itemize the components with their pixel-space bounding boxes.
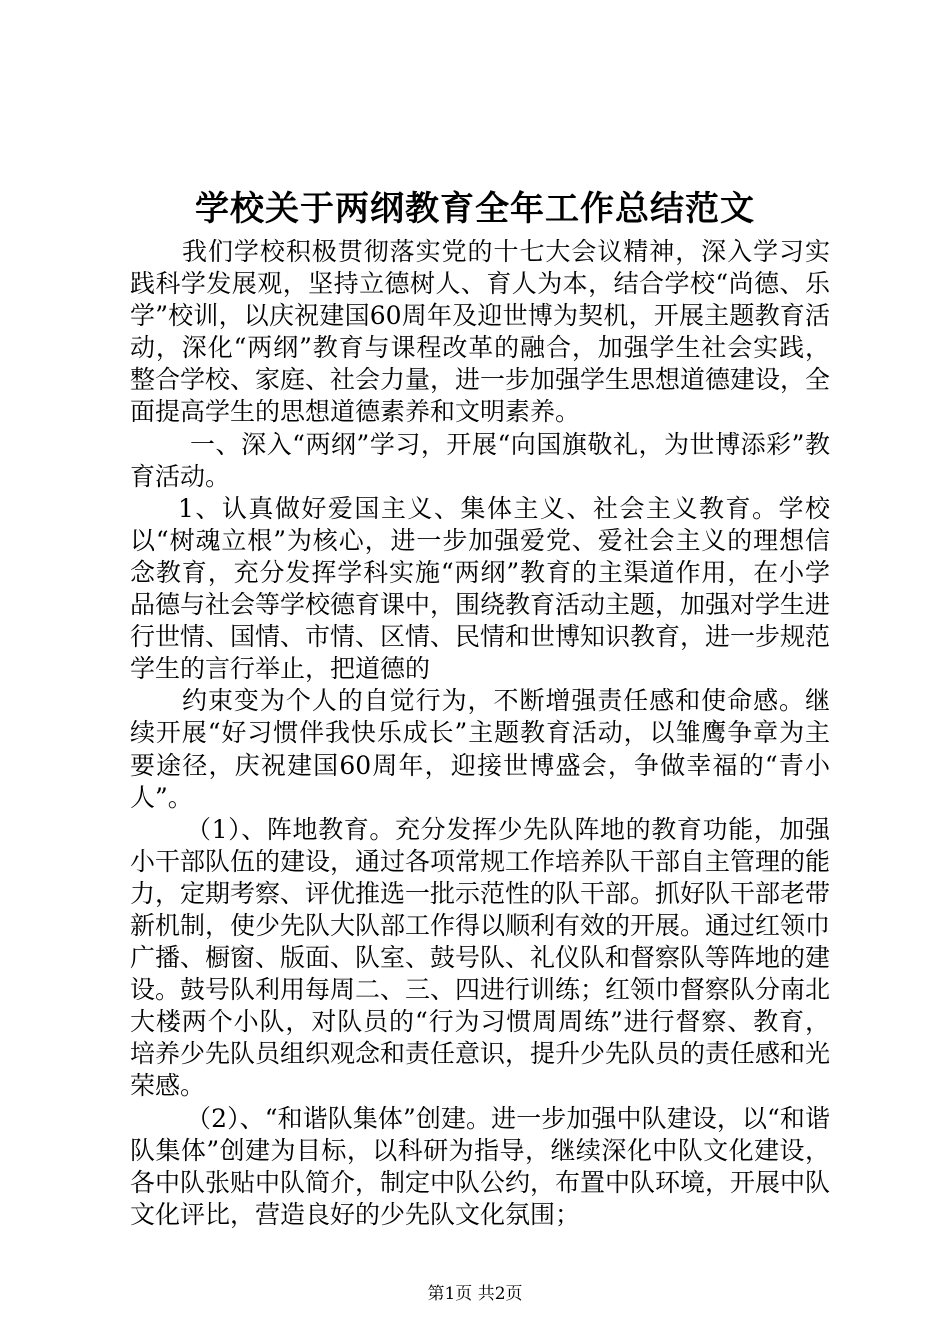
intro-paragraph: 我们学校积极贯彻落实党的十七大会议精神，深入学习实践科学发展观，坚持立德树人、育人为本，结合学校“尚德、乐学”校训，以庆祝建国60周年及迎世博为契机，开展主题教育活动，深化“两纲”教育与课程改革的融合，加强学生社会实践，整合学校、家庭、社会力量，进一步加强学生思想道德建设，全面提高学生的思想道德素养和文明素养。 bbox=[130, 237, 831, 427]
subitem-1-paragraph: （1）、阵地教育。充分发挥少先队阵地的教育功能，加强小干部队伍的建设，通过各项常规工作培养队干部自主管理的能力，定期考察、评优推选一批示范性的队干部。抓好队干部老带新机制，使少先队大队部工作得以顺利有效的开展。通过红领巾广播、橱窗、版面、队室、鼓号队、礼仪队和督察队等阵地的建设。鼓号队利用每周二、三、四进行训练；红领巾督察队分南北大楼两个小队，对队员的“行为习惯周周练”进行督察、教育，培养少先队员组织观念和责任意识，提升少先队员的责任感和光荣感。 bbox=[130, 814, 831, 1101]
item-1-continuation-paragraph: 约束变为个人的自觉行为，不断增强责任感和使命感。继续开展“好习惯伴我快乐成长”主题教育活动，以雏鹰争章为主要途径，庆祝建国60周年，迎接世博盛会，争做幸福的“青小人”。 bbox=[130, 686, 830, 812]
page-number-footer: 第1页 共2页 bbox=[427, 1284, 523, 1304]
subitem-2-paragraph: （2）、“和谐队集体”创建。进一步加强中队建设，以“和谐队集体”创建为目标，以科研为指导，继续深化中队文化建设，各中队张贴中队简介，制定中队公约，布置中队环境，开展中队文化评比，营造良好的少先队文化氛围； bbox=[130, 1103, 831, 1229]
document-body bbox=[130, 236, 830, 1231]
section-heading-1: 一、深入“两纲”学习，开展“向国旗敬礼，为世博添彩”教育活动。 bbox=[130, 429, 830, 491]
item-1-paragraph: 1、认真做好爱国主义、集体主义、社会主义教育。学校以“树魂立根”为核心，进一步加强爱党、爱社会主义的理想信念教育，充分发挥学科实施“两纲”教育的主渠道作用，在小学品德与社会等学校德育课中，围绕教育活动主题，加强对学生进行世情、国情、市情、区情、民情和世博知识教育，进一步规范学生的言行举止，把道德的 bbox=[130, 493, 831, 684]
document-title: 学校关于两纲教育全年工作总结范文 bbox=[195, 189, 755, 229]
